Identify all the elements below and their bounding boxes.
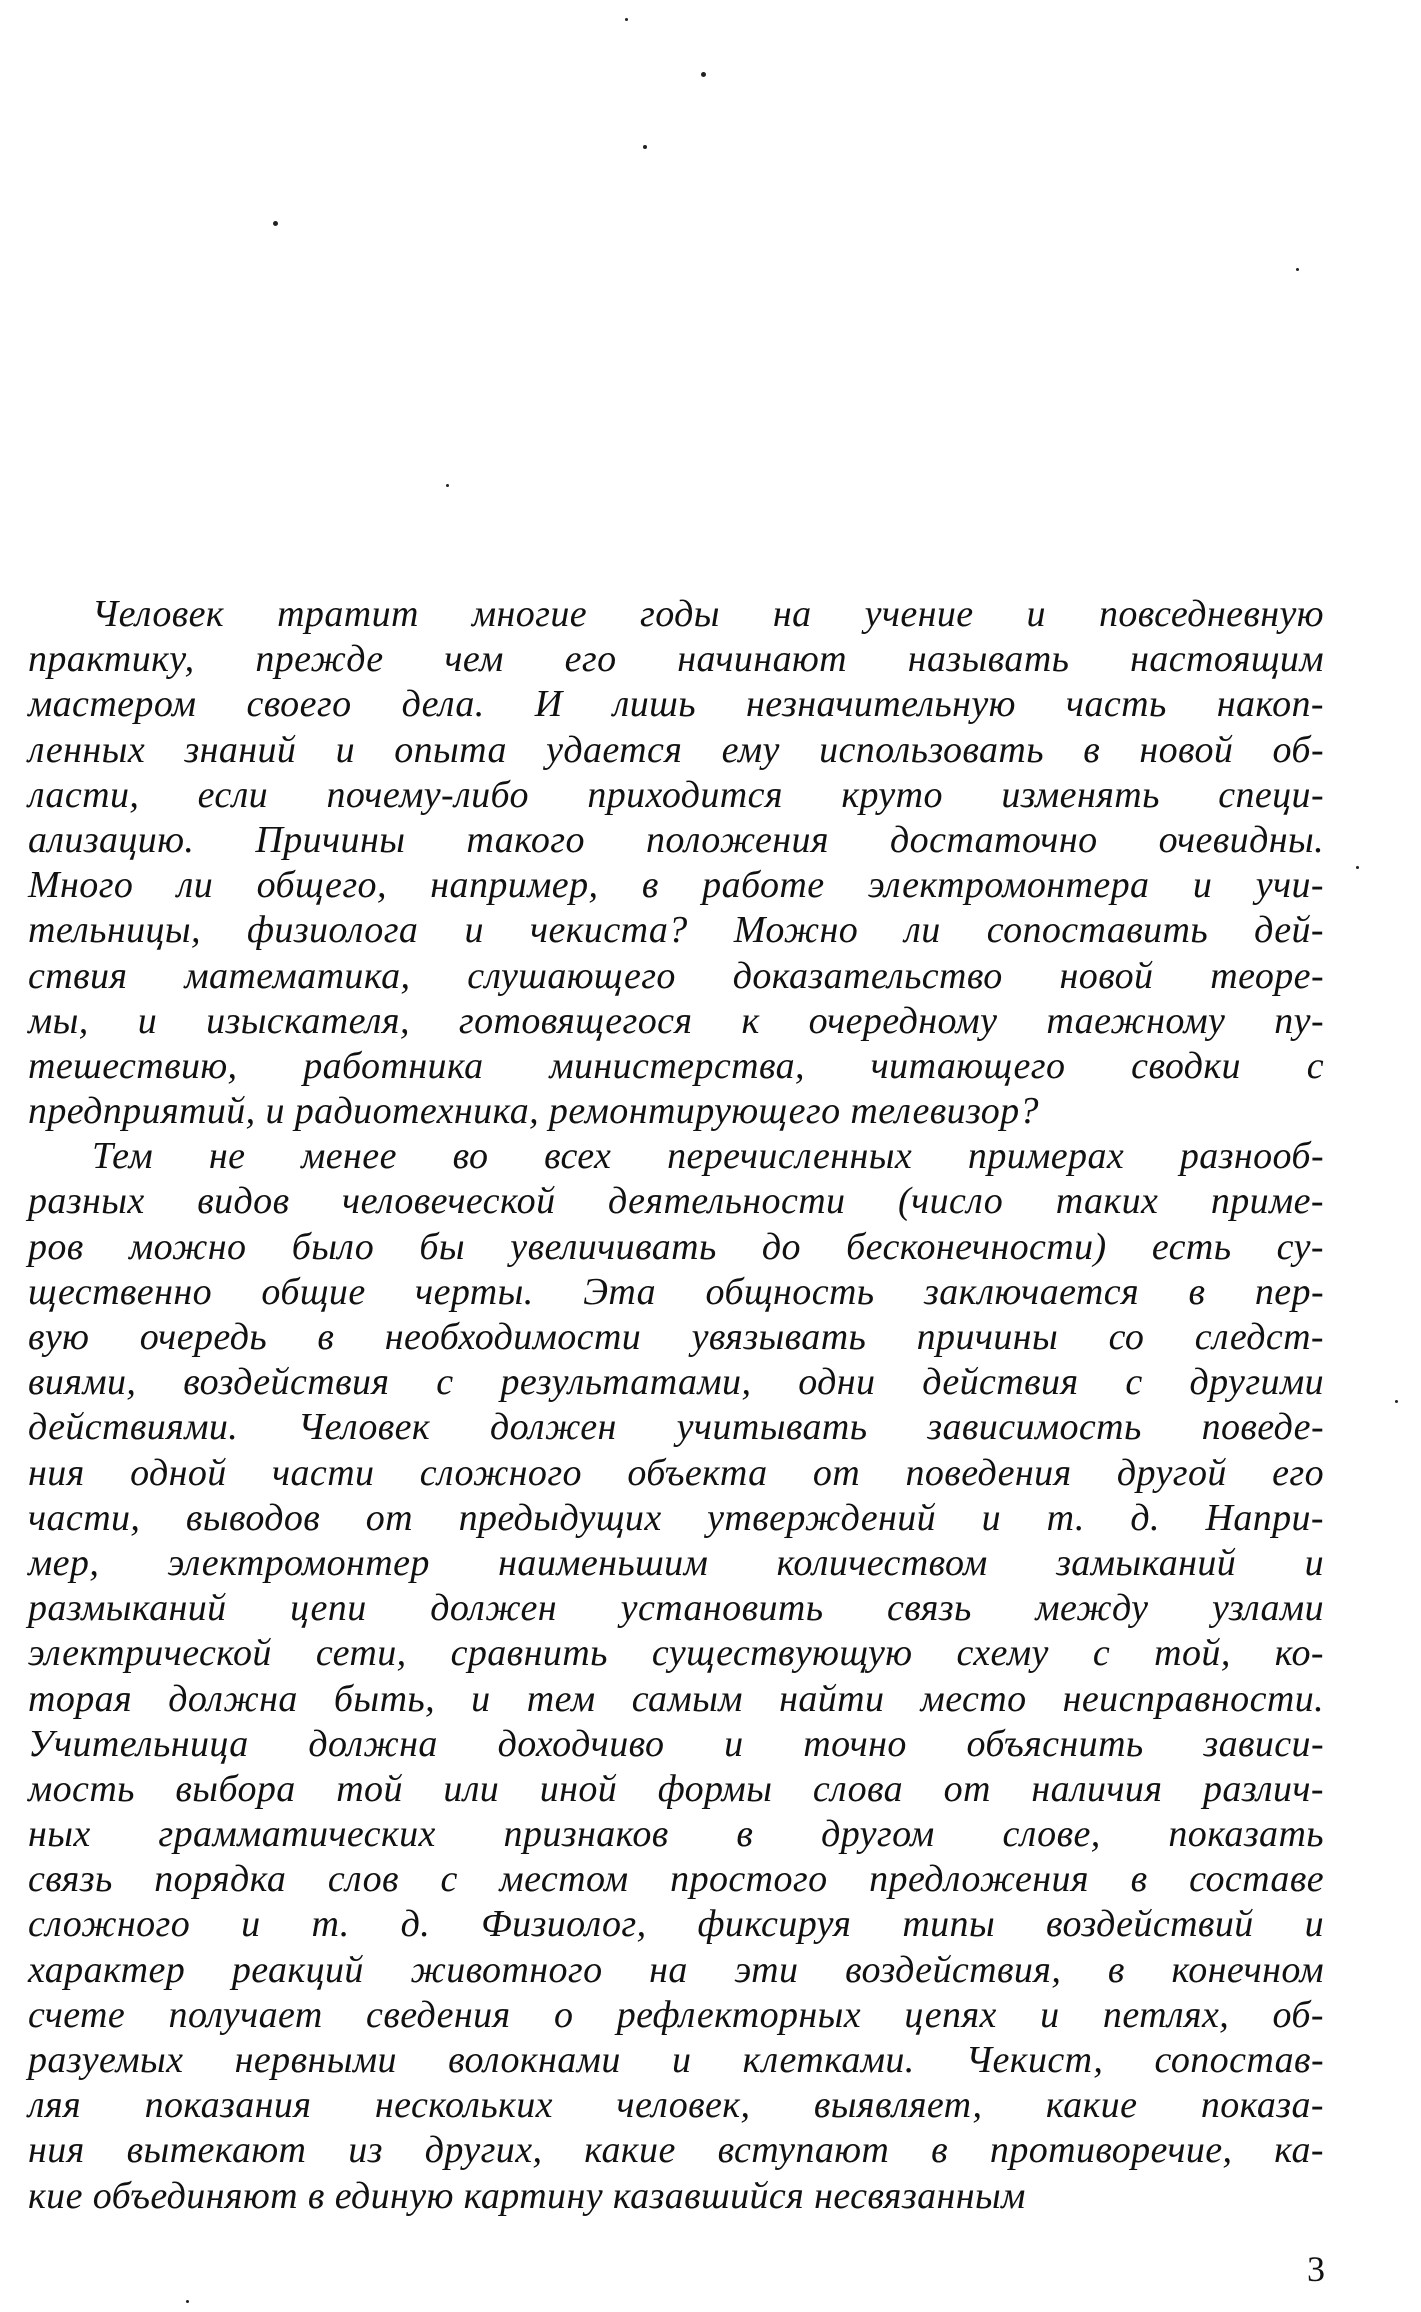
text-line: ствия математика, слушающего доказательство новой теоре- (28, 954, 1324, 997)
text-line: действиями. Человек должен учитывать зависимость поведе- (28, 1406, 1324, 1449)
text-line: ляя показания нескольких человек, выявляет, какие показа- (28, 2084, 1324, 2127)
text-line: тельницы, физиолога и чекиста? Можно ли сопоставить дей- (28, 909, 1324, 952)
text-line: торая должна быть, и тем самым найти место неисправности. (28, 1677, 1324, 1720)
text-line: ния вытекают из других, какие вступают в противоречие, ка- (28, 2129, 1324, 2172)
text-line: мость выбора той или иной формы слова от наличия различ- (28, 1767, 1324, 1810)
text-line: тешествию, работника министерства, читающего сводки с (28, 1044, 1324, 1087)
text-line: Человек тратит многие годы на учение и повседневную (92, 593, 1324, 635)
text-line: Учительница должна доходчиво и точно объяснить зависи- (28, 1722, 1324, 1765)
text-line: части, выводов от предыдущих утверждений и т. д. Напри- (28, 1496, 1324, 1539)
text-line: щественно общие черты. Эта общность заключается в пер- (28, 1270, 1324, 1313)
paragraph (28, 1134, 1324, 2219)
text-line: предприятий, и радиотехника, ремонтирующего телевизор? (28, 1090, 1039, 1133)
text-line: разных видов человеческой деятельности (число таких приме- (28, 1180, 1324, 1223)
text-line: сложного и т. д. Физиолог, фиксируя типы воздействий и (28, 1903, 1324, 1946)
text-line: вую очередь в необходимости увязывать причины со следст- (28, 1316, 1324, 1358)
text-line: мы, и изыскателя, готовящегося к очередному таежному пу- (28, 999, 1324, 1042)
text-line: виями, воздействия с результатами, одни действия с другими (28, 1361, 1324, 1404)
text-line: мер, электромонтер наименьшим количеством замыканий и (28, 1541, 1324, 1584)
text-line: Много ли общего, например, в работе электромонтера и учи- (28, 864, 1324, 907)
text-line: Тем не менее во всех перечисленных примерах разнооб- (92, 1135, 1324, 1178)
scan-speck (643, 145, 647, 149)
body-text (28, 592, 1324, 2219)
text-line: мастером своего дела. И лишь незначительную часть накоп- (28, 683, 1324, 726)
text-line: характер реакций животного на эти воздействия, в конечном (28, 1948, 1324, 1991)
text-line: ласти, если почему-либо приходится круто изменять специ- (28, 773, 1324, 816)
scan-speck (1296, 268, 1299, 271)
text-line: разуемых нервными волокнами и клетками. Чекист, сопостав- (28, 2039, 1324, 2081)
text-line: кие объединяют в единую картину казавшийся несвязанным (28, 2174, 1026, 2217)
text-line: электрической сети, сравнить существующую схему с той, ко- (28, 1632, 1324, 1675)
text-line: ния одной части сложного объекта от поведения другой его (28, 1451, 1324, 1494)
scan-speck (625, 18, 628, 21)
text-line: практику, прежде чем его начинают называть настоящим (28, 638, 1324, 681)
scan-speck (186, 2300, 189, 2303)
text-line: ных грамматических признаков в другом слове, показать (28, 1813, 1324, 1856)
text-line: размыканий цепи должен установить связь между узлами (28, 1587, 1324, 1630)
scan-speck (1356, 866, 1359, 869)
text-line: ров можно было бы увеличивать до бесконечности) есть су- (28, 1225, 1324, 1268)
scan-speck (1395, 1400, 1398, 1403)
text-line: ализацию. Причины такого положения достаточно очевидны. (28, 818, 1324, 861)
text-line: счете получает сведения о рефлекторных цепях и петлях, об- (28, 1993, 1324, 2036)
text-line: ленных знаний и опыта удается ему использовать в новой об- (28, 728, 1324, 771)
page-number: 3 (1307, 2249, 1325, 2289)
text-line: связь порядка слов с местом простого предложения в составе (28, 1858, 1324, 1901)
paragraph (28, 592, 1324, 1134)
scan-speck (273, 221, 278, 226)
scan-speck (701, 72, 706, 77)
scan-speck (446, 484, 449, 487)
